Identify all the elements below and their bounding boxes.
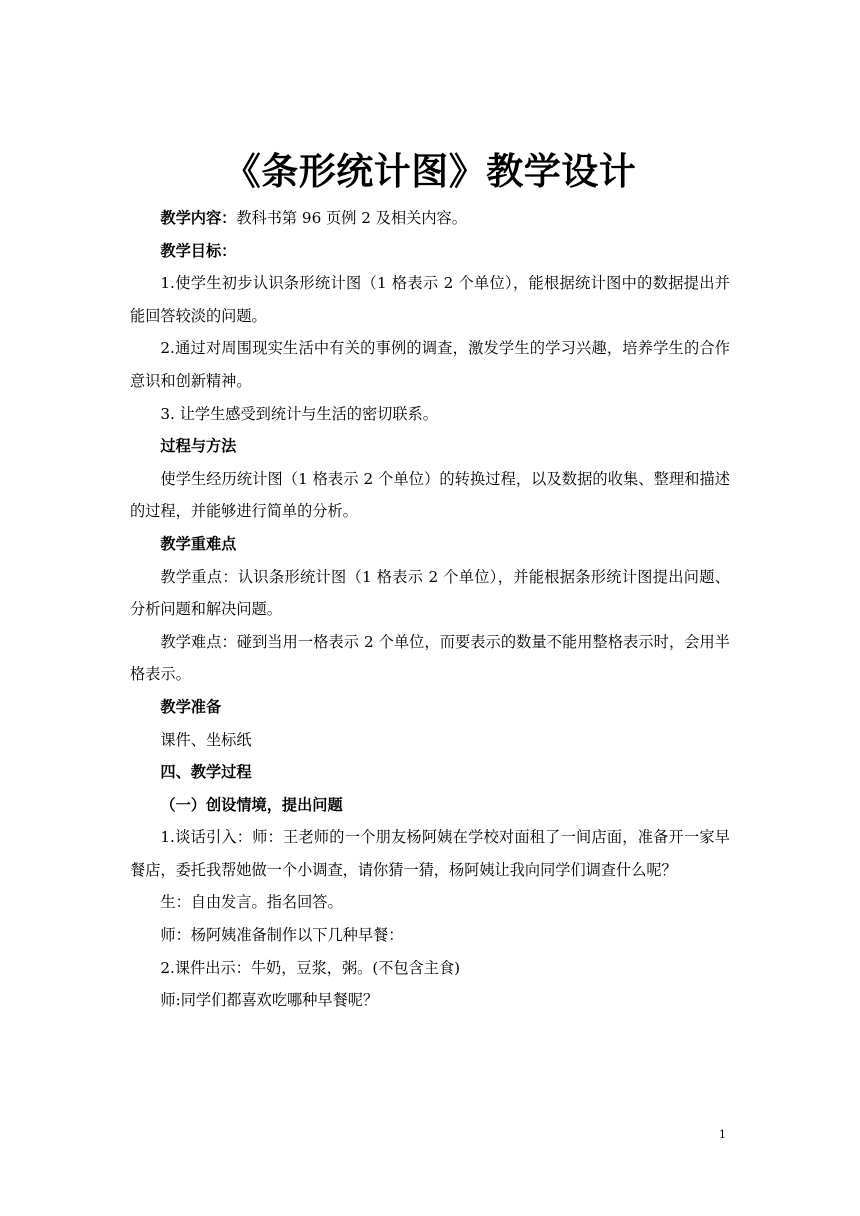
key-points-heading: 教学重难点 xyxy=(160,534,237,553)
content-label: 教学内容： xyxy=(160,209,237,227)
process-method-heading: 过程与方法 xyxy=(160,437,237,456)
process-paragraph-5: 师:同学们都喜欢吃哪种早餐呢？ xyxy=(160,991,379,1010)
content-line xyxy=(130,202,730,235)
page-number: 1 xyxy=(719,1128,726,1141)
content-text: 教科书第 96 页例 2 及相关内容。 xyxy=(236,209,467,227)
process-method-text: 使学生经历统计图（1 格表示 2 个单位）的转换过程，以及数据的收集、整理和描述的过程，并能够进行简单的分析。 xyxy=(130,469,730,521)
preparation-heading: 教学准备 xyxy=(160,697,222,716)
objective-item-1: 1.使学生初步认识条形统计图（1 格表示 2 个单位），能根据统计图中的数据提出并能回答较淡的问题。 xyxy=(130,274,730,325)
objective-item-3: 3. 让学生感受到统计与生活的密切联系。 xyxy=(160,404,438,423)
difficulty-text: 教学难点：碰到当用一格表示 2 个单位，而要表示的数量不能用整格表示时，会用半格表示。 xyxy=(130,632,730,684)
section-1-heading: （一）创设情境，提出问题 xyxy=(160,795,343,814)
page-title: 《条形统计图》教学设计 xyxy=(223,150,637,193)
objective-item-2: 2.通过对周围现实生活中有关的事例的调查，激发学生的学习兴趣，培养学生的合作意识和创新精神。 xyxy=(130,339,730,390)
objectives-heading: 教学目标： xyxy=(160,241,237,260)
process-paragraph-4: 2.课件出示：牛奶，豆浆，粥。(不包含主食) xyxy=(160,958,461,977)
preparation-text: 课件、坐标纸 xyxy=(160,730,252,749)
teaching-process-heading: 四、教学过程 xyxy=(160,763,252,782)
document-body xyxy=(130,202,730,1017)
process-paragraph-3: 师：杨阿姨准备制作以下几种早餐： xyxy=(160,926,404,945)
process-paragraph-1: 1.谈话引入：师：王老师的一个朋友杨阿姨在学校对面租了一间店面，准备开一家早餐店，委托我帮她做一个小调查，请你猜一猜，杨阿姨让我向同学们调查什么呢？ xyxy=(130,828,730,879)
key-point-text: 教学重点：认识条形统计图（1 格表示 2 个单位），并能根据条形统计图提出问题、分析问题和解决问题。 xyxy=(130,567,730,619)
process-paragraph-2: 生：自由发言。指名回答。 xyxy=(160,893,343,912)
